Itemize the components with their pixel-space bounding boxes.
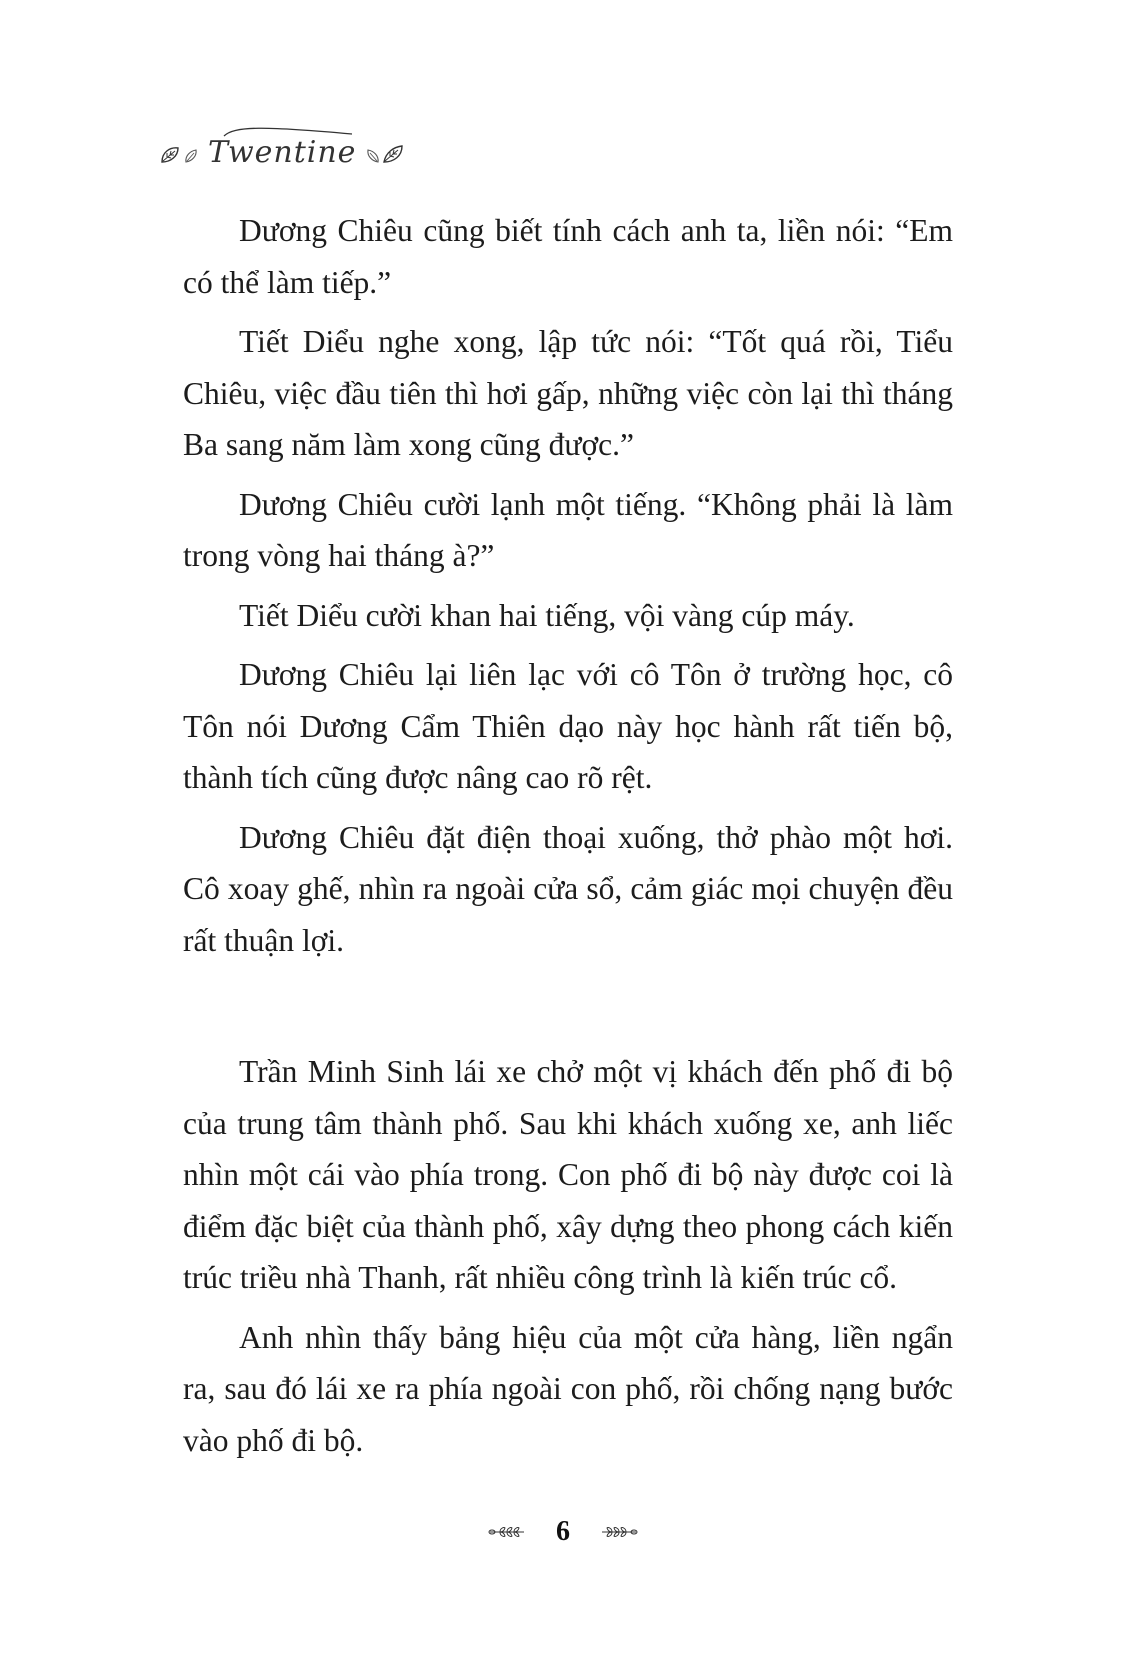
title-swash — [204, 124, 354, 144]
paragraph: Dương Chiêu cười lạnh một tiếng. “Không phải là làm trong vòng hai tháng à?” — [183, 486, 953, 573]
vine-icon — [488, 1525, 526, 1539]
running-header — [160, 108, 404, 168]
page-footer — [0, 1516, 1126, 1548]
leaf-icon — [382, 144, 404, 164]
paragraph: Dương Chiêu đặt điện thoại xuống, thở phào một hơi. Cô xoay ghế, nhìn ra ngoài cửa sổ, cảm giác mọi chuyện đều rất thuận lợi. — [183, 819, 953, 958]
page-number: 6 — [556, 1516, 570, 1547]
vine-icon — [600, 1525, 638, 1539]
small-leaf-icon — [366, 148, 380, 164]
leaf-icon — [160, 144, 182, 164]
book-title-logo — [204, 135, 360, 170]
page-body — [183, 205, 953, 1474]
small-leaf-icon — [184, 148, 198, 164]
paragraph: Tiết Diểu cười khan hai tiếng, vội vàng cúp máy. — [239, 597, 855, 633]
paragraph: Dương Chiêu lại liên lạc với cô Tôn ở trường học, cô Tôn nói Dương Cẩm Thiên dạo này học hành rất tiến bộ, thành tích cũng được nâng cao rõ rệt. — [183, 657, 953, 795]
paragraph: Trần Minh Sinh lái xe chở một vị khách đến phố đi bộ của trung tâm thành phố. Sau khi khách xuống xe, anh liếc nhìn một cái vào phía trong. Con phố đi bộ này được coi là điểm đặc biệt của thành phố, xây dựng theo phong cách kiến trúc triều nhà Thanh, rất nhiều công trình là kiến trúc cổ. — [183, 1054, 953, 1295]
paragraph: Dương Chiêu cũng biết tính cách anh ta, liền nói: “Em có thể làm tiếp.” — [183, 213, 953, 300]
paragraph: Anh nhìn thấy bảng hiệu của một cửa hàng, liền ngẩn ra, sau đó lái xe ra phía ngoài con phố, rồi chống nạng bước vào phố đi bộ. — [183, 1319, 953, 1458]
header-right-ornament — [366, 144, 404, 164]
book-title-text: Twentine — [208, 135, 357, 170]
header-left-ornament — [160, 144, 198, 164]
paragraph: Tiết Diểu nghe xong, lập tức nói: “Tốt quá rồi, Tiểu Chiêu, việc đầu tiên thì hơi gấp, những việc còn lại thì tháng Ba sang năm làm xong cũng được.” — [183, 324, 953, 462]
section-break — [183, 974, 953, 1046]
